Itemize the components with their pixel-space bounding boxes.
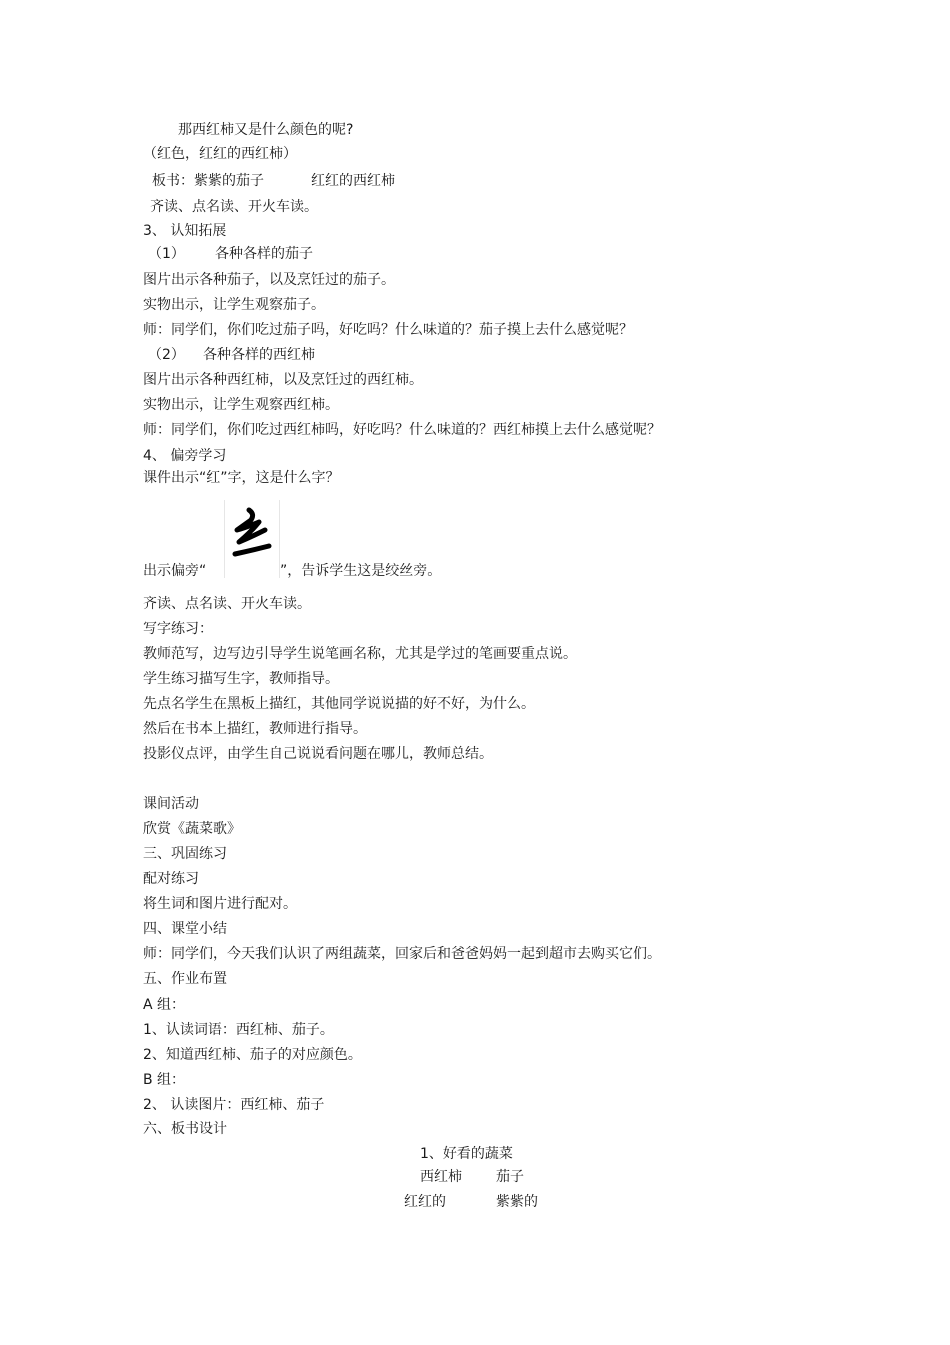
text-line: 2、知道西红柿、茄子的对应颜色。 [143,1047,362,1063]
text-line: 然后在书本上描红，教师进行指导。 [143,721,367,737]
text-line: 齐读、点名读、开火车读。 [150,199,318,215]
radical-image [224,500,280,578]
section-heading: 三、巩固练习 [143,846,227,862]
text-line: 课件出示“红”字，这是什么字？ [143,470,340,486]
text-line: （2） [148,347,185,363]
section-heading: 五、作业布置 [143,971,227,987]
silk-radical-glyph [225,500,279,578]
text-line: 投影仪点评，由学生自己说说看问题在哪儿，教师总结。 [143,746,493,762]
text-line: 学生练习描写生字，教师指导。 [143,671,339,687]
section-heading: 六、板书设计 [143,1121,227,1137]
text-line: 各种各样的茄子 [215,246,313,262]
section-heading: 3、 认知拓展 [143,223,227,239]
text-line: 各种各样的西红柿 [203,347,315,363]
text-line: 齐读、点名读、开火车读。 [143,596,311,612]
text-line: 板书：紫紫的茄子 [152,173,264,189]
text-line: 先点名学生在黑板上描红，其他同学说说描的好不好，为什么。 [143,696,535,712]
text-line: 那西红柿又是什么颜色的呢? [178,122,354,138]
text-line: 教师范写，边写边引导学生说笔画名称，尤其是学过的笔画要重点说。 [143,646,577,662]
text-line: 师：同学们，你们吃过西红柿吗，好吃吗？什么味道的？西红柿摸上去什么感觉呢？ [143,422,661,438]
text-line: 2、 认读图片：西红柿、茄子 [143,1097,325,1113]
text-line: 图片出示各种茄子，以及烹饪过的茄子。 [143,272,395,288]
section-heading: 课间活动 [143,796,199,812]
text-line: 实物出示，让学生观察西红柿。 [143,397,339,413]
text-line: 1、认读词语：西红柿、茄子。 [143,1022,334,1038]
text-line: （红色，红红的西红柿） [143,146,297,162]
text-line: A 组： [143,997,186,1013]
board-title: 1、好看的蔬菜 [420,1146,513,1162]
text-line: 图片出示各种西红柿，以及烹饪过的西红柿。 [143,372,423,388]
board-word: 茄子 [496,1169,524,1185]
text-line: 师：同学们，你们吃过茄子吗，好吃吗？什么味道的？茄子摸上去什么感觉呢？ [143,322,633,338]
text-line: 欣赏《蔬菜歌》 [143,821,241,837]
text-line: 写字练习： [143,621,213,637]
section-heading: 四、课堂小结 [143,921,227,937]
text-line: 实物出示，让学生观察茄子。 [143,297,325,313]
text-line: ”，告诉学生这是绞丝旁。 [280,563,442,579]
text-line: 出示偏旁“ [143,563,207,579]
text-line: 将生词和图片进行配对。 [143,896,297,912]
text-line: 红红的西红柿 [311,173,395,189]
text-line: B 组： [143,1072,186,1088]
section-heading: 4、 偏旁学习 [143,448,227,464]
board-word: 紫紫的 [496,1194,538,1210]
text-line: （1） [148,246,185,262]
board-word: 红红的 [404,1194,446,1210]
text-line: 配对练习 [143,871,199,887]
text-line: 师：同学们，今天我们认识了两组蔬菜，回家后和爸爸妈妈一起到超市去购买它们。 [143,946,661,962]
board-word: 西红柿 [420,1169,462,1185]
